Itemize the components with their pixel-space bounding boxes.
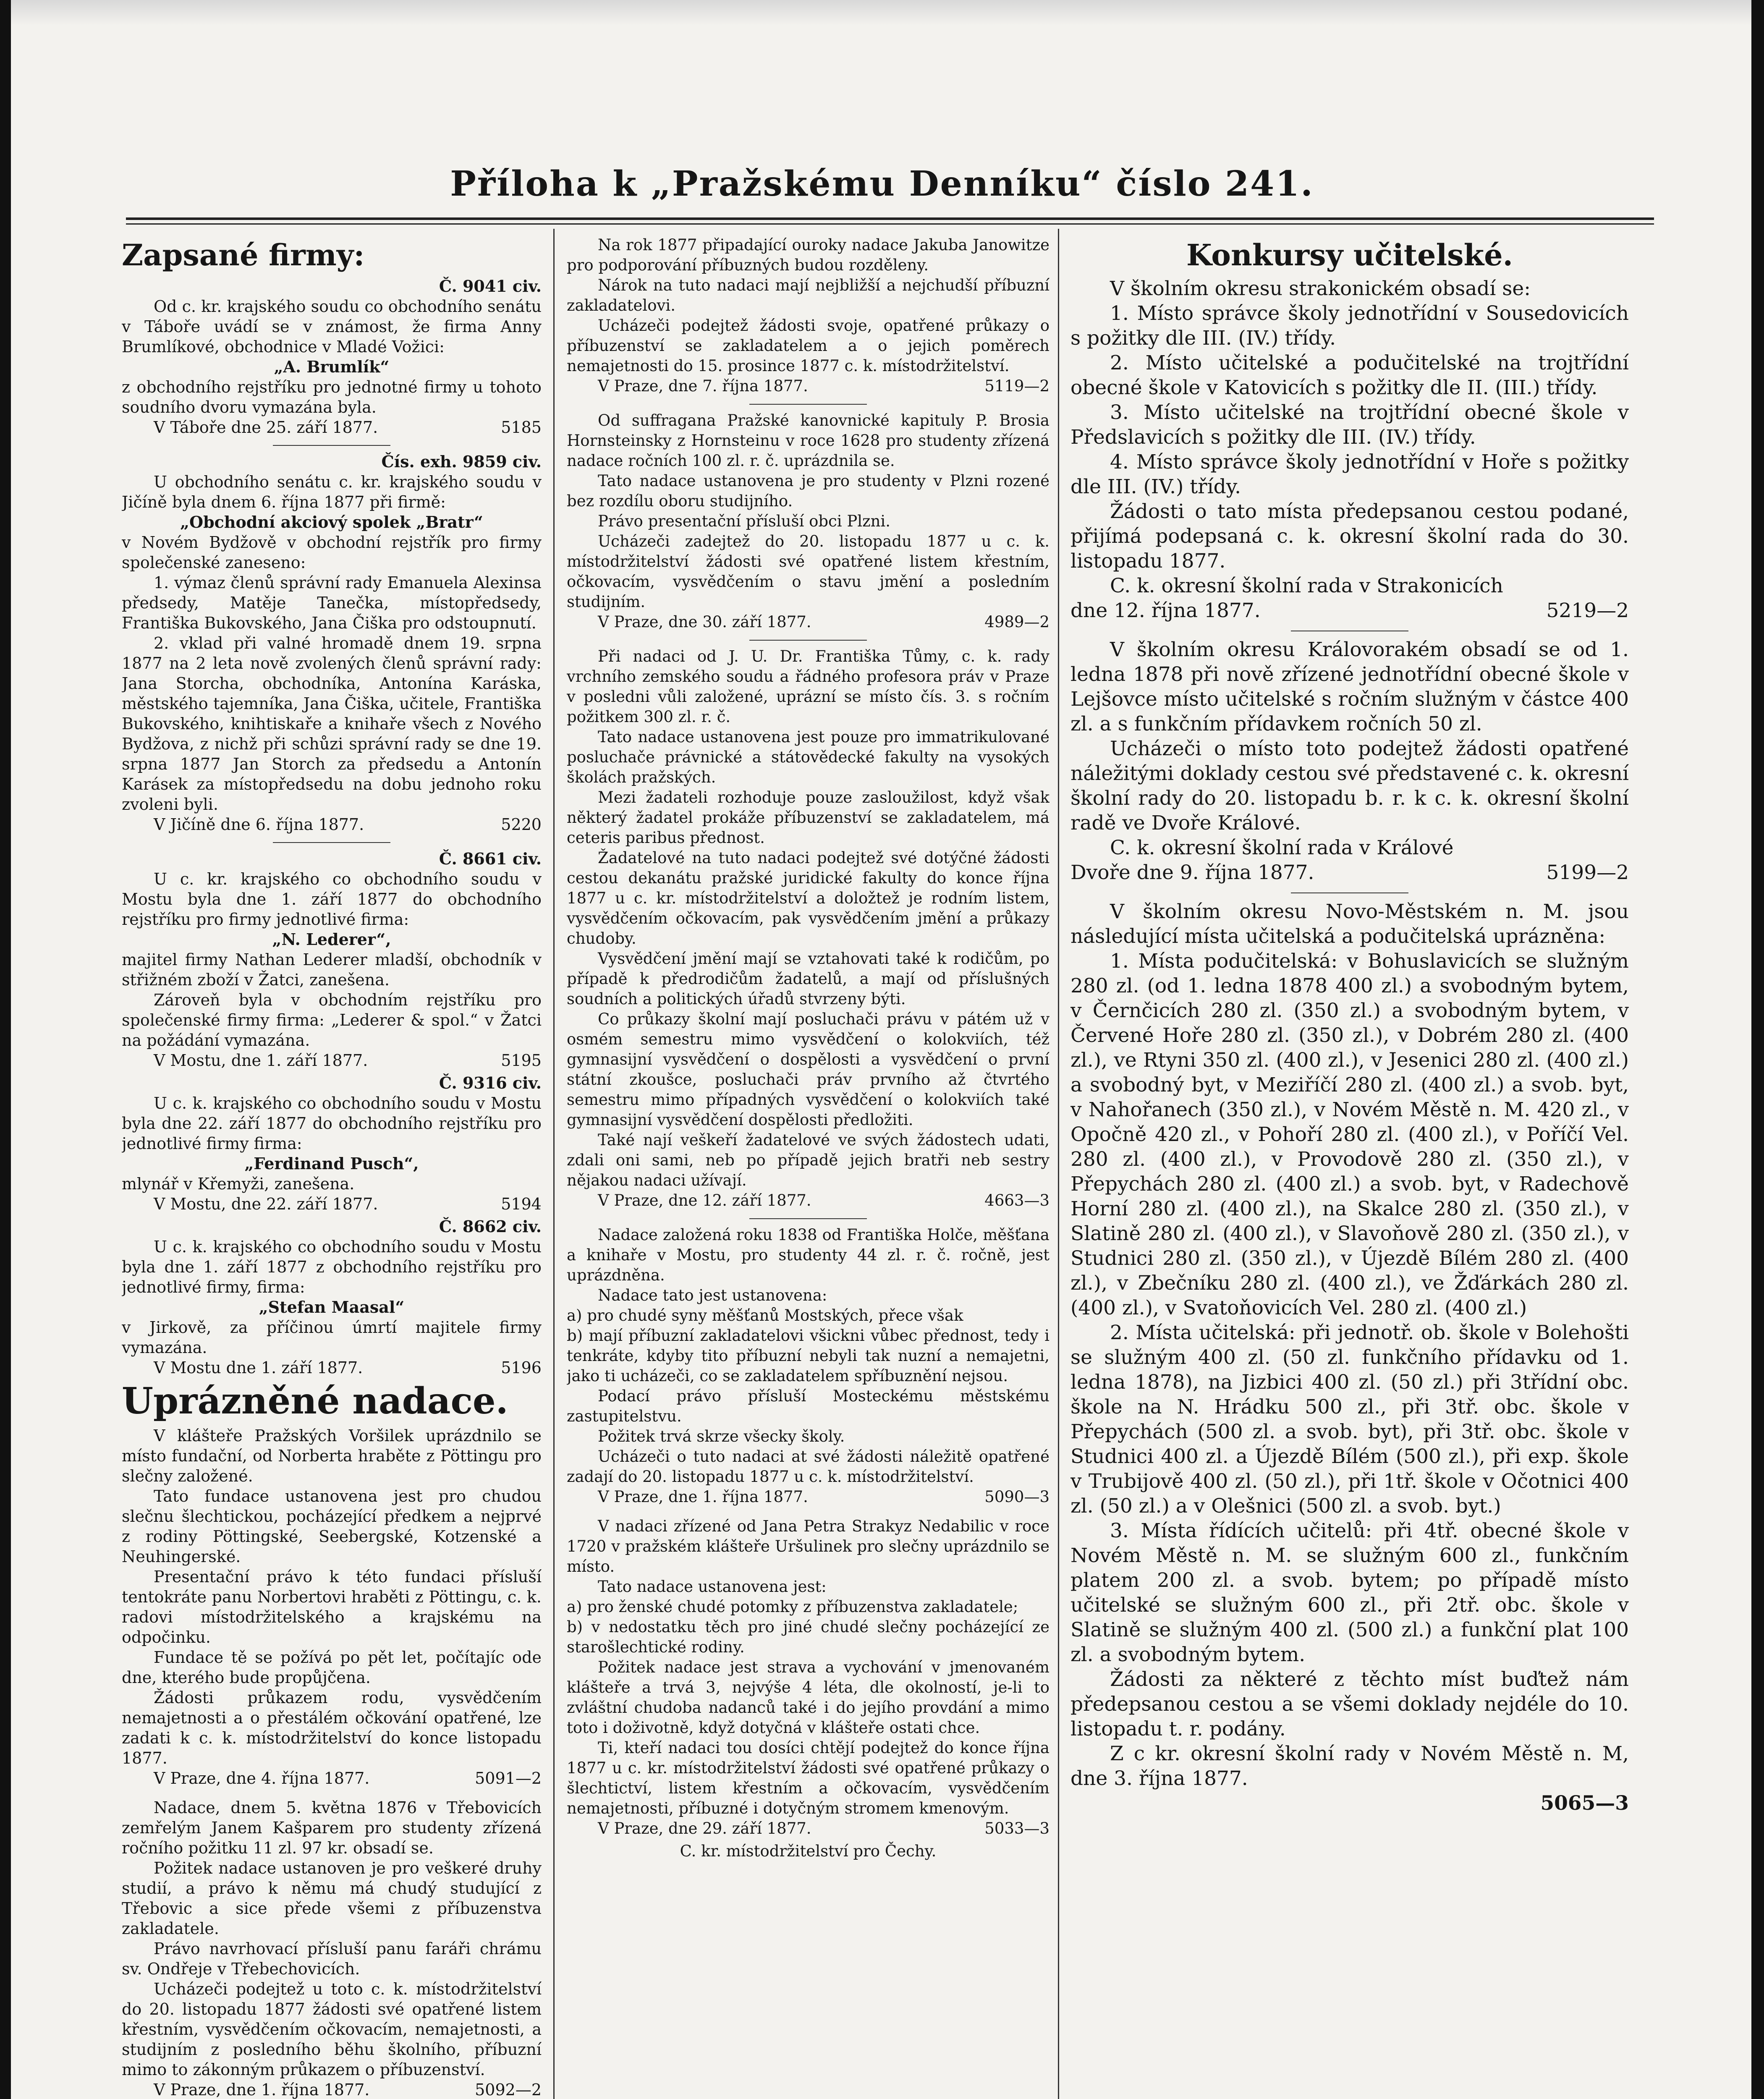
- entry-reference: Č. 8662 civ.: [439, 1217, 542, 1236]
- entry-text: Požitek nadace ustanoven je pro veškeré druhy studií, a právo k němu má chudý studující z Třebovic a sice přede všemi z příbuzenstva zakladatele.: [122, 1859, 542, 1938]
- entry-separator: [749, 640, 867, 641]
- entry-text: Tato nadace ustanovena jest:: [598, 1578, 827, 1596]
- entry-number: 5090—3: [984, 1488, 1050, 1506]
- section-heading-firms: Zapsané firmy:: [122, 238, 365, 272]
- entry-text: b) v nedostatku těch pro jiné chudé slečny pocházející ze starošlechtické rodiny.: [567, 1618, 1050, 1656]
- entry-date: V Mostu dne 1. září 1877.: [154, 1358, 363, 1377]
- entry-text: a) pro ženské chudé potomky z příbuzenstva zakladatele;: [567, 1598, 1018, 1616]
- entry-number: 5091—2: [475, 1769, 542, 1788]
- section-heading-teacher-competitions: Konkursy učitelské.: [1186, 238, 1513, 272]
- entry-date: V Praze, dne 30. září 1877.: [598, 613, 811, 631]
- entry-signature: [567, 612, 1050, 632]
- entry-text: mlynář v Křemyži, zanešena.: [122, 1175, 355, 1193]
- entry-text: C. k. okresní školní rada v Strakonicích: [1110, 574, 1503, 597]
- entry-text: Žádosti o tato místa předepsanou cestou podané, přijímá podepsaná c. k. okresní školní rada do 30. listopadu 1877.: [1070, 500, 1629, 573]
- entry-signature: [567, 376, 1050, 396]
- entry-text: Na rok 1877 připadající ouroky nadace Jakuba Janowitze pro podporování příbuzných budou rozděleny.: [567, 236, 1050, 274]
- entry-signature: [567, 1487, 1050, 1507]
- entry-number: 5219—2: [1546, 599, 1629, 622]
- entry-text: Žadatelové na tuto nadaci podejtež své dotýčné žádosti cestou dekanátu pražské juridické fakulty do konce října 1877 u c. kr. místodržitelství a doložtež je rodním listem, vysvědčením očkovacím, pak vysvědčením jmění a průkazy chudoby.: [567, 849, 1050, 947]
- entry-text: Ucházeči podejtež u toto c. k. místodržitelství do 20. listopadu 1877 žádosti své opatřené listem křestním, vysvědčením očkovacím, nemajetnosti, a studijním z posledního běhu školního, příbuzní mimo to zákonným průkazem o příbuzenství.: [122, 1980, 542, 2079]
- entry-text: Od suffragana Pražské kanovnické kapituly P. Brosia Hornsteinsky z Hornsteinu v roce 1628 pro studenty zřízená nadace ročních 100 zl. r. č. uprázdnila se.: [567, 411, 1050, 470]
- entry-text: Žádosti za některé z těchto míst buďtež nám předepsanou cestou a se všemi doklady nejdéle do 10. listopadu t. r. podány.: [1070, 1668, 1629, 1740]
- entry-date: V Mostu, dne 1. září 1877.: [154, 1051, 368, 1070]
- scan-top-edge: [0, 0, 1764, 25]
- entry-date: dne 12. října 1877.: [1070, 599, 1261, 622]
- masthead-rule-thin: [126, 223, 1654, 225]
- masthead-rule: [126, 217, 1654, 220]
- entry-text: U c. k. krajského co obchodního soudu v Mostu byla dne 22. září 1877 do obchodního rejstříku pro jednotlivé firmy firma:: [122, 1094, 542, 1153]
- entry-number: 5195: [501, 1051, 542, 1070]
- entry-signature: [1070, 860, 1629, 885]
- section-heading-foundations: Uprázněné nadace.: [122, 1380, 508, 1422]
- entry-text: Nadace založená roku 1838 od Františka Holče, měšťana a knihaře v Mostu, pro studenty 44 zl. r. č. ročně, jest uprázdněna.: [567, 1226, 1050, 1284]
- entry-reference: Č. 9041 civ.: [439, 277, 542, 296]
- entry-text: V klášteře Pražských Voršilek uprázdnilo se místo fundační, od Norberta hraběte z Pöttingu pro slečny založené.: [122, 1426, 542, 1485]
- scan-right-edge: [1751, 0, 1764, 2099]
- entry-separator: [273, 842, 390, 843]
- entry-text: Fundace tě se požívá po pět let, počítajíc ode dne, kterého bude propůjčena.: [122, 1648, 542, 1687]
- firm-name: „Ferdinand Pusch“,: [244, 1154, 419, 1173]
- entry-number: 5196: [501, 1358, 542, 1377]
- entry-text: Také nají veškeří žadatelové ve svých žádostech udati, zdali oni sami, neb po případě jejich bratři neb sestry nějakou nadaci užívají.: [567, 1131, 1050, 1189]
- entry-signature: [122, 2080, 542, 2099]
- entry-separator: [1291, 892, 1408, 893]
- entry-text: V školním okresu Novo-Městském n. M. jsou následující místa učitelská a podučitelská uprázněna:: [1070, 900, 1629, 948]
- entry-text: Presentační právo k této fundaci přísluší tentokráte panu Norbertovi hraběti z Pöttingu, c. k. radovi místodržitelského a krajskému na odpočinku.: [122, 1568, 542, 1646]
- entry-text: Nárok na tuto nadaci mají nejbližší a nejchudší příbuzní zakladatelovi.: [567, 276, 1050, 314]
- entry-text: Vysvědčení jmění mají se vztahovati také k rodičům, po případě k předrodičům žadatelů, a mají od příslušných soudních a politických úřadů stvrzeny býti.: [567, 950, 1050, 1008]
- entry-text: Tato nadace ustanovena je pro studenty v Plzni rozené bez rozdílu oboru studijního.: [567, 472, 1050, 510]
- entry-text: a) pro chudé syny měšťanů Mostských, přece však: [567, 1306, 963, 1324]
- entry-signature: [122, 417, 542, 437]
- entry-date: V Jičíně dne 6. října 1877.: [154, 815, 364, 834]
- entry-number: 5220: [501, 815, 542, 834]
- entry-date: V Táboře dne 25. září 1877.: [154, 418, 378, 437]
- firm-name: „A. Brumlík“: [274, 357, 390, 376]
- firm-name: „Obchodní akciový spolek „Bratr“: [180, 513, 483, 531]
- entry-signature: [122, 1194, 542, 1214]
- entry-signature: [122, 1768, 542, 1788]
- entry-number: 4663—3: [984, 1191, 1050, 1209]
- entry-text: 1. výmaz členů správní rady Emanuela Alexinsa předsedy, Matěje Tanečka, místopředsedy, Františka Bukovského, Jana Čiška pro odstoupnutí.: [122, 573, 542, 632]
- entry-text: 1. Místa podučitelská: v Bohuslavicích se služným 280 zl. (od 1. ledna 1878 400 zl.) a svobodným bytem, v Černčicích 280 zl. (350 zl.) a svobodným bytem, v Červené Hoře 280 zl. (350 zl.), v Dobrém 280 zl. (400 zl.), ve Rtyni 350 zl. (400 zl.), v Jesenici 280 zl. (400 zl.) a svobodný byt, v Meziříčí 280 zl. (400 zl.) a svob. byt, v Nahořanech (350 zl.), v Novém Městě n. M. 420 zl., v Opočně 420 zl., v Pohoří 280 zl. (400 zl.), v Poříčí Vel. 280 zl. (400 zl.), v Provodově 280 zl. (350 zl.), v Přepychách 280 zl. (400 zl.) a svob. byt, v Radechově Horní 280 zl. (400 zl.), na Skalce 280 zl. (350 zl.), v Slatině 280 zl. (400 zl.), v Slavoňově 280 zl. (350 zl.), v Studnici 280 zl. (350 zl.), v Újezdě Bílém 280 zl. (400 zl.), v Zbečníku 280 zl. (400 zl.), ve Žďárkách 280 zl. (400 zl.), v Svatoňovicích Vel. 280 zl. (400 zl.): [1070, 950, 1629, 1319]
- entry-text: Ucházeči podejtež žádosti svoje, opatřené průkazy o příbuzenství se zakladatelem a o jejich poměrech nemajetnosti do 15. prosince 1877 c. k. místodržitelství.: [567, 317, 1050, 375]
- entry-text: 3. Místo učitelské na trojtřídní obecné škole v Předslavicích s požitky dle III. (IV.) třídy.: [1070, 401, 1629, 449]
- entry-date: V Praze, dne 1. října 1877.: [154, 2081, 370, 2099]
- entry-text: V nadaci zřízené od Jana Petra Strakyz Nedabilic v roce 1720 v pražském klášteře Uršulinek pro slečny uprázdnilo se místo.: [567, 1517, 1050, 1576]
- entry-text: Mezi žadateli rozhoduje pouze zasloužilost, když však některý žadatel prokáže příbuzenství se zakladatelem, má ceteris paribus přednost.: [567, 788, 1050, 847]
- entry-date: V Praze, dne 12. září 1877.: [598, 1191, 811, 1209]
- entry-text: 1. Místo správce školy jednotřídní v Sousedovicích s požitky dle III. (IV.) třídy.: [1070, 302, 1629, 350]
- entry-signature: [122, 1358, 542, 1378]
- entry-text: Podací právo přísluší Mosteckému městskému zastupitelstvu.: [567, 1387, 1050, 1425]
- entry-text: Nadace tato jest ustanovena:: [598, 1286, 827, 1304]
- entry-number: 5185: [501, 418, 542, 437]
- entry-text: U c. k. krajského co obchodního soudu v Mostu byla dne 1. září 1877 z obchodního rejstříku pro jednotlivé firmy, firma:: [122, 1238, 542, 1296]
- entry-text: Právo presentační přísluší obci Plzni.: [598, 512, 891, 530]
- entry-text: Z c kr. okresní školní rady v Novém Městě n. M, dne 3. října 1877.: [1070, 1742, 1629, 1790]
- column-right: [1070, 235, 1629, 2099]
- entry-date: V Praze, dne 29. září 1877.: [598, 1819, 811, 1837]
- entry-text: Od c. kr. krajského soudu co obchodního senátu v Táboře uvádí se v známost, že firma Anny Brumlíkové, obchodnice v Mladé Vožici:: [122, 297, 542, 356]
- entry-signature: [122, 1050, 542, 1070]
- entry-signature: [1070, 598, 1629, 623]
- entry-separator: [749, 1218, 867, 1219]
- entry-text: Požitek nadace jest strava a vychování v jmenovaném klášteře a trvá 3, nejvýše 4 léta, dle okolností, je-li to zvláštní chudoba nadanců také i do jejího provdání a mimo toto i doživotně, když dotyčná v klášteře ostati chce.: [567, 1658, 1050, 1737]
- entry-text: Ucházeči o tuto nadaci at své žádosti náležitě opatřené zadají do 20. listopadu 1877 u c. k. místodržitelství.: [567, 1447, 1050, 1486]
- firm-name: „Stefan Maasal“: [259, 1298, 405, 1316]
- entry-date: V Mostu, dne 22. září 1877.: [154, 1195, 378, 1213]
- entry-text: Tato nadace ustanovena jest pouze pro immatrikulované posluchače právnické a státovědecké fakulty na vysokých školách pražských.: [567, 728, 1050, 786]
- entry-text: Nadace, dnem 5. května 1876 v Třebovicích zemřelým Janem Kašparem pro studenty zřízená ročního požitku 11 zl. 97 kr. obsadí se.: [122, 1798, 542, 1857]
- entry-signature: [567, 1819, 1050, 1839]
- entry-text: b) mají příbuzní zakladatelovi všickni vůbec přednost, tedy i tenkráte, kdyby tito příbuzní nebyli tak nuzní a nemajetni, jako ti ucházeči, co se zakladatelem spříbuznění nejsou.: [567, 1327, 1050, 1385]
- entry-signature: [122, 814, 542, 835]
- entry-text: Ti, kteří nadaci tou dosíci chtějí podejtež do konce října 1877 u c. kr. místodržitelství žádosti své opatřené průkazy o šlechtictví, listem křestním a očkovacím, vysvědčením nemajetnosti, příbuzné i dotyčným stromem kmenovým.: [567, 1739, 1050, 1817]
- column-left: [122, 235, 542, 2099]
- column-divider: [553, 229, 555, 2099]
- entry-text: V školním okresu strakonickém obsadí se:: [1110, 277, 1531, 300]
- masthead-title: Příloha k „Pražskému Denníku“ číslo 241.: [450, 164, 1314, 204]
- entry-text: 2. vklad při valné hromadě dnem 19. srpna 1877 na 2 leta nově zvolených členů správní rady: Jana Storcha, obchodníka, Antonína Karáska, městského tajemníka, Jana Čiška, učitele, Františka Bukovského, knihtiskaře a knihaře všech z Nového Bydžova, z nichž při schůzi správní rady se dne 19. srpna 1877 Jan Storch za předsedu a Antonín Karásek za místopředsedu na dobu jednoho roku zvoleni byli.: [122, 634, 542, 814]
- entry-number: 5119—2: [984, 377, 1050, 395]
- entry-reference: Č. 8661 civ.: [439, 849, 542, 868]
- entry-text: v Jirkově, za příčinou úmrtí majitele firmy vymazána.: [122, 1318, 542, 1357]
- entry-text: Co průkazy školní mají posluchači právu v pátém už v osmém semestru mimo vysvědčení o kolokviích, též gymnasijní vysvědčení o dospělosti a vysvědčení o první státní zkoušce, posluchači práv prvního až čtvrtého semestru mimo případných vysvědčení o kolokviích také gymnasijní vysvědčení dospělosti předložiti.: [567, 1010, 1050, 1129]
- entry-signature: [567, 1191, 1050, 1211]
- entry-date: Dvoře dne 9. října 1877.: [1070, 861, 1314, 884]
- entry-text: U c. kr. krajského co obchodního soudu v Mostu byla dne 1. září 1877 do obchodního rejstříku pro firmy jednotlivé firma:: [122, 870, 542, 929]
- entry-text: majitel firmy Nathan Lederer mladší, obchodník v střižném zboží v Žatci, zanešena.: [122, 950, 542, 989]
- entry-date: V Praze, dne 4. října 1877.: [154, 1769, 370, 1788]
- entry-date: V Praze, dne 7. října 1877.: [598, 377, 808, 395]
- entry-text: 4. Místo správce školy jednotřídní v Hoře s požitky dle III. (IV.) třídy.: [1070, 450, 1629, 498]
- scan-left-edge: [0, 0, 11, 2099]
- entry-text: C. k. okresní školní rada v Králové: [1110, 836, 1454, 859]
- entry-separator: [273, 445, 390, 446]
- entry-text: Tato fundace ustanovena jest pro chudou slečnu šlechtickou, pocházející předkem a nejprvé z rodiny Pöttingské, Seebergské, Kotzenské a Neuhingerské.: [122, 1487, 542, 1566]
- column-middle: [567, 235, 1050, 2099]
- entry-text: U obchodního senátu c. kr. krajského soudu v Jičíně byla dnem 6. října 1877 při firmě:: [122, 473, 542, 511]
- entry-reference: Č. 9316 civ.: [439, 1073, 542, 1092]
- entry-text: 3. Místa řídících učitelů: při 4tř. obecné škole v Novém Městě n. M. se služným 600 zl., funkčním platem 200 zl. a svob. bytem; po případě místo učitelské se služným 600 zl., při 2tř. obc. škole v Slatině se služným 400 zl. (500 zl.) a funkční plat 100 zl. a svobodným bytem.: [1070, 1519, 1629, 1666]
- entry-text: Zároveň byla v obchodním rejstříku pro společenské firmy firma: „Lederer & spol.“ v Žatci na požádání vymazána.: [122, 991, 542, 1050]
- entry-text: V školním okresu Královorakém obsadí se od 1. ledna 1878 při nově zřízené jednotřídní obecné škole v Lejšovce místo učitelské s ročním služným v částce 400 zl. a s funkčním přídavkem ročních 50 zl.: [1070, 638, 1629, 735]
- entry-text: Ucházeči zadejtež do 20. listopadu 1877 u c. k. místodržitelství žádosti své opatřené listem křestním, očkovacím, vysvědčením o stavu jmění a posledním studijním.: [567, 532, 1050, 611]
- entry-text: v Novém Bydžově v obchodní rejstřík pro firmy společenské zaneseno:: [122, 533, 542, 572]
- entry-reference: Čís. exh. 9859 civ.: [381, 452, 542, 471]
- entry-text: Právo navrhovací přísluší panu faráři chrámu sv. Ondřeje v Třebechovicích.: [122, 1939, 542, 1978]
- entry-number: 5092—2: [475, 2081, 542, 2099]
- entry-date: V Praze, dne 1. října 1877.: [598, 1488, 808, 1506]
- entry-text: 2. Místa učitelská: při jednotř. ob. škole v Bolehošti se služným 400 zl. (50 zl. funkčního přídavku od 1. ledna 1878), na Jizbici 400 zl. (50 zl.) při 3třídní obc. škole na N. Hrádku 500 zl., při 3tř. obc. škole v Přepychách (500 zl. a svob. byt), při 3tř. obc. škole v Studnici 400 zl. a Újezdě Bílém (500 zl.), při exp. škole v Trubijově 400 zl. (50 zl.), při 1tř. škole v Očotnici 400 zl. (50 zl.) a v Olešnici (500 zl. a svob. byt.): [1070, 1321, 1629, 1518]
- column-divider: [1058, 229, 1059, 2099]
- entry-text: z obchodního rejstříku pro jednotné firmy u tohoto soudního dvoru vymazána byla.: [122, 378, 542, 416]
- entry-number: 5033—3: [984, 1819, 1050, 1837]
- authority-signature: C. kr. místodržitelství pro Čechy.: [680, 1842, 937, 1860]
- entry-text: Požitek trvá skrze všecky školy.: [598, 1427, 845, 1445]
- entry-text: Žádosti průkazem rodu, vysvědčením nemajetnosti a o přestálém očkování opatřené, lze zadati k c. k. místodržitelství do konce listopadu 1877.: [122, 1688, 542, 1767]
- entry-number: 4989—2: [984, 613, 1050, 631]
- firm-name: „N. Lederer“,: [272, 930, 391, 949]
- entry-text: 2. Místo učitelské a podučitelské na trojtřídní obecné škole v Katovicích s požitky dle II. (III.) třídy.: [1070, 351, 1629, 399]
- entry-separator: [749, 404, 867, 405]
- entry-number: 5065—3: [1540, 1792, 1629, 1815]
- entry-number: 5199—2: [1546, 861, 1629, 884]
- entry-number: 5194: [501, 1195, 542, 1213]
- entry-text: Při nadaci od J. U. Dr. Františka Tůmy, c. k. rady vrchního zemského soudu a řádného profesora práv v Praze v posledni vůli založené, uprázní se místo čís. 3. s ročním požitkem 300 zl. r. č.: [567, 647, 1050, 726]
- entry-text: Ucházeči o místo toto podejtež žádosti opatřené náležitými doklady cestou své představené c. k. okresní školní rady do 20. listopadu b. r. k c. k. okresní školní radě ve Dvoře Králové.: [1070, 737, 1629, 835]
